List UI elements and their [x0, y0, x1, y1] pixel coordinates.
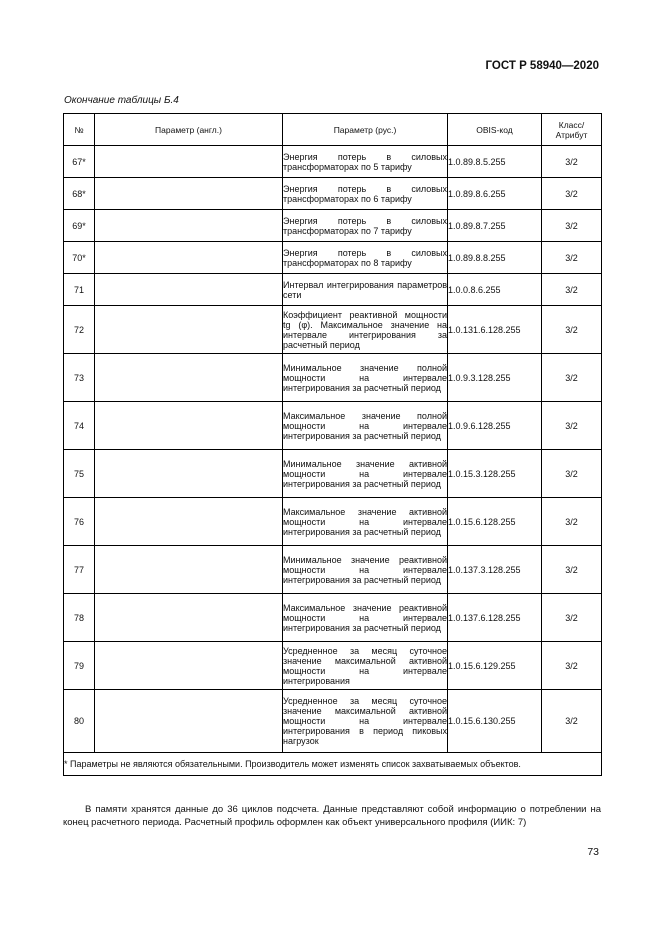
row-number: 78 [64, 594, 95, 642]
row-class: 3/2 [542, 354, 602, 402]
table-row [64, 274, 602, 306]
page-number: 73 [587, 846, 599, 858]
row-obis: 1.0.89.8.7.255 [448, 210, 542, 242]
row-param-en [95, 498, 283, 546]
row-number: 74 [64, 402, 95, 450]
row-param-ru: Усредненное за месяц суточное значение максимальной активной мощности на интервале интегрирования [283, 642, 448, 690]
row-number: 71 [64, 274, 95, 306]
row-param-ru: Максимальное значение реактивной мощности на интервале интегрирования за расчетный период [283, 594, 448, 642]
table-row [64, 498, 602, 546]
row-obis: 1.0.137.3.128.255 [448, 546, 542, 594]
row-class: 3/2 [542, 146, 602, 178]
row-class: 3/2 [542, 546, 602, 594]
row-number: 79 [64, 642, 95, 690]
row-param-ru: Максимальное значение полной мощности на интервале интегрирования за расчетный период [283, 402, 448, 450]
table-row [64, 146, 602, 178]
col-header-class-attr: Класс/ Атрибут [542, 114, 602, 146]
row-obis: 1.0.89.8.6.255 [448, 178, 542, 210]
table-row [64, 210, 602, 242]
row-class: 3/2 [542, 178, 602, 210]
row-param-ru: Минимальное значение активной мощности на интервале интегрирования за расчетный период [283, 450, 448, 498]
table-caption: Окончание таблицы Б.4 [64, 95, 179, 106]
row-obis: 1.0.9.6.128.255 [448, 402, 542, 450]
row-class: 3/2 [542, 402, 602, 450]
table-header-row [64, 114, 602, 146]
table-row [64, 402, 602, 450]
table-row [64, 306, 602, 354]
col-header-obis: OBIS-код [448, 114, 542, 146]
row-obis: 1.0.15.6.130.255 [448, 690, 542, 753]
row-param-en [95, 690, 283, 753]
row-param-ru: Максимальное значение активной мощности на интервале интегрирования за расчетный период [283, 498, 448, 546]
row-param-ru: Энергия потерь в силовых трансформаторах по 5 тарифу [283, 146, 448, 178]
row-number: 75 [64, 450, 95, 498]
col-header-param-ru: Параметр (рус.) [283, 114, 448, 146]
row-class: 3/2 [542, 306, 602, 354]
row-obis: 1.0.89.8.8.255 [448, 242, 542, 274]
row-class: 3/2 [542, 498, 602, 546]
row-obis: 1.0.137.6.128.255 [448, 594, 542, 642]
row-obis: 1.0.15.6.129.255 [448, 642, 542, 690]
row-param-en [95, 546, 283, 594]
table-row [64, 178, 602, 210]
row-obis: 1.0.15.6.128.255 [448, 498, 542, 546]
row-param-en [95, 210, 283, 242]
row-number: 73 [64, 354, 95, 402]
row-param-en [95, 402, 283, 450]
row-obis: 1.0.9.3.128.255 [448, 354, 542, 402]
table-row [64, 450, 602, 498]
row-param-ru: Энергия потерь в силовых трансформаторах по 8 тарифу [283, 242, 448, 274]
table-row [64, 242, 602, 274]
row-param-en [95, 146, 283, 178]
row-number: 69* [64, 210, 95, 242]
table-row [64, 546, 602, 594]
table-row [64, 642, 602, 690]
table-footnote: * Параметры не являются обязательными. Производитель может изменять список захватываемых объектов. [64, 753, 602, 776]
row-obis: 1.0.15.3.128.255 [448, 450, 542, 498]
row-number: 70* [64, 242, 95, 274]
document-standard-code: ГОСТ Р 58940—2020 [485, 60, 599, 72]
row-number: 80 [64, 690, 95, 753]
row-param-en [95, 450, 283, 498]
row-class: 3/2 [542, 242, 602, 274]
row-obis: 1.0.131.6.128.255 [448, 306, 542, 354]
table-footnote-row [64, 753, 602, 776]
table-row [64, 690, 602, 753]
row-param-ru: Энергия потерь в силовых трансформаторах по 7 тарифу [283, 210, 448, 242]
row-param-en [95, 594, 283, 642]
row-obis: 1.0.0.8.6.255 [448, 274, 542, 306]
body-paragraph: В памяти хранятся данные до 36 циклов подсчета. Данные представляют собой информацию о потреблении на конец расчетного периода. Расчетный профиль оформлен как объект универсального профиля (ИИК: 7) [63, 804, 601, 828]
row-number: 67* [64, 146, 95, 178]
row-class: 3/2 [542, 274, 602, 306]
row-param-en [95, 642, 283, 690]
row-param-ru: Энергия потерь в силовых трансформаторах по 6 тарифу [283, 178, 448, 210]
row-param-ru: Коэффициент реактивной мощности tg (φ). Максимальное значение на интервале интегрирования за расчетный период [283, 306, 448, 354]
row-number: 77 [64, 546, 95, 594]
row-obis: 1.0.89.8.5.255 [448, 146, 542, 178]
row-param-ru: Интервал интегрирования параметров сети [283, 274, 448, 306]
row-number: 76 [64, 498, 95, 546]
row-number: 68* [64, 178, 95, 210]
row-param-ru: Усредненное за месяц суточное значение максимальной активной мощности на интервале интегрирования в период пиковых нагрузок [283, 690, 448, 753]
row-param-en [95, 306, 283, 354]
col-header-param-en: Параметр (англ.) [95, 114, 283, 146]
row-class: 3/2 [542, 210, 602, 242]
table-row [64, 354, 602, 402]
table-row [64, 594, 602, 642]
parameters-table [63, 113, 602, 776]
row-class: 3/2 [542, 450, 602, 498]
row-class: 3/2 [542, 690, 602, 753]
row-param-en [95, 274, 283, 306]
row-param-en [95, 354, 283, 402]
row-param-en [95, 178, 283, 210]
row-number: 72 [64, 306, 95, 354]
row-param-ru: Минимальное значение полной мощности на интервале интегрирования за расчетный период [283, 354, 448, 402]
col-header-number: № [64, 114, 95, 146]
row-class: 3/2 [542, 594, 602, 642]
row-class: 3/2 [542, 642, 602, 690]
row-param-en [95, 242, 283, 274]
row-param-ru: Минимальное значение реактивной мощности на интервале интегрирования за расчетный период [283, 546, 448, 594]
